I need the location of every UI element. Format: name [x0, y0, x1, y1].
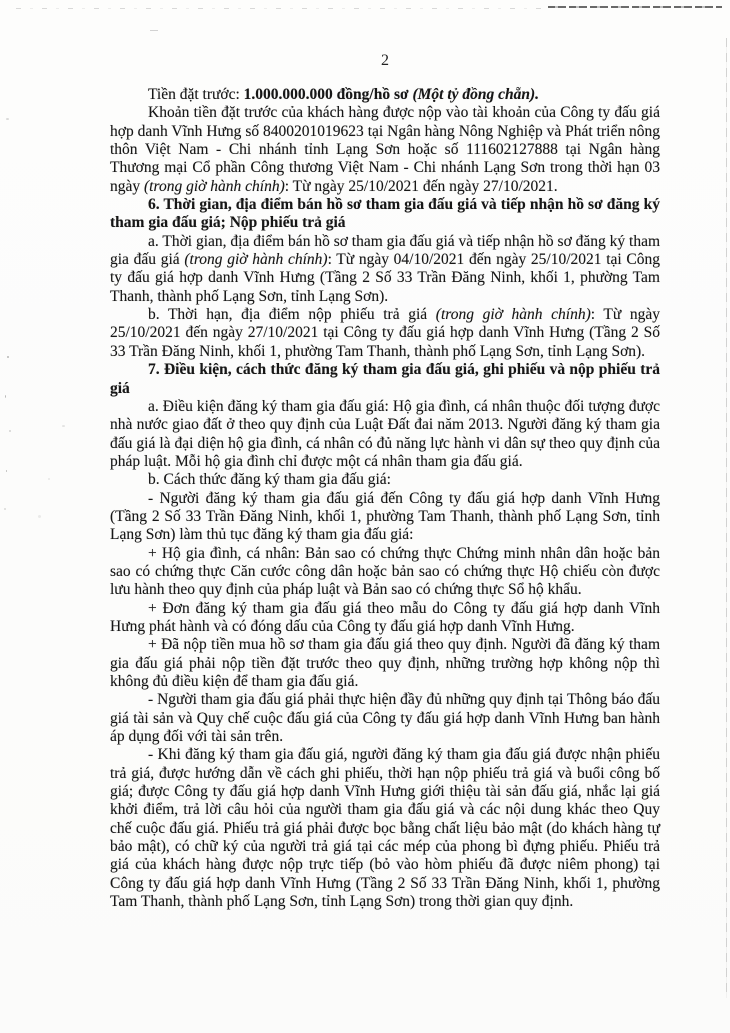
- paragraph-plus-form: [110, 600, 660, 637]
- text-run: (Một tỷ đồng chẵn).: [412, 86, 540, 103]
- scan-artifact-top-line-light: [16, 8, 546, 9]
- text-run: : Từ ngày 25/10/2021 đến ngày 27/10/2021.: [284, 177, 558, 195]
- text-run: : Từ ngày 25/10/2021 đến ngày 27/10/2021 tại Công ty đấu giá hợp danh Vĩnh Hưng (Tầng 2 Số 33 Trần Đăng Ninh, khối 1, phường Tam Thanh, thành phố Lạng Sơn, tỉnh Lạng Sơn).: [110, 306, 660, 360]
- text-run: b. Cách thức đăng ký tham gia đấu giá:: [148, 471, 391, 489]
- paragraph-dash-ballot: [110, 746, 660, 911]
- paragraph-7a: [110, 398, 660, 471]
- text-run: 7. Điều kiện, cách thức đăng ký tham gia đấu giá, ghi phiếu và nộp phiếu trả giá: [110, 361, 660, 397]
- scan-artifact-right-edge: [726, 38, 727, 998]
- scan-artifact-speck: [150, 30, 158, 31]
- document-body: [110, 86, 660, 911]
- text-run: (trong giờ hành chính): [184, 251, 328, 269]
- scan-artifact-speck: [4, 508, 6, 510]
- text-run: b. Thời hạn, địa điểm nộp phiếu trả giá: [148, 306, 436, 324]
- scan-artifact-speck: [38, 515, 41, 518]
- paragraph-6a: [110, 233, 660, 306]
- paragraph-deposit-account: [110, 104, 660, 196]
- paragraph-7b: [110, 471, 660, 489]
- scan-artifact-speck: [7, 356, 9, 358]
- page-number: 2: [381, 52, 389, 69]
- paragraph-plus-documents: [110, 545, 660, 600]
- paragraph-6b: [110, 306, 660, 361]
- heading-section-6: [110, 196, 660, 233]
- text-run: + Đã nộp tiền mua hồ sơ tham gia đấu giá theo quy định. Người đã đăng ký tham gia đấu giá phải nộp tiền đặt trước theo quy định, những trường hợp không nộp thì không đủ điều kiện để tham gia đấu giá.: [110, 636, 660, 690]
- scan-artifact-speck: [6, 470, 7, 472]
- text-run: + Đơn đăng ký tham gia đấu giá theo mẫu do Công ty đấu giá hợp danh Vĩnh Hưng phát hành và có đóng dấu của Công ty đấu giá hợp danh Vĩnh Hưng.: [110, 599, 660, 635]
- paragraph-deposit: [110, 86, 660, 104]
- text-run: 6. Thời gian, địa điểm bán hồ sơ tham gia đấu giá và tiếp nhận hồ sơ đăng ký tham gia đấu giá; Nộp phiếu trả giá: [110, 196, 660, 232]
- heading-section-7: [110, 361, 660, 398]
- text-run: (trong giờ hành chính): [435, 306, 591, 324]
- text-run: - Người đăng ký tham gia đấu giá đến Công ty đấu giá hợp danh Vĩnh Hưng (Tầng 2 Số 33 Trần Đăng Ninh, khối 1, phường Tam Thanh, thành phố Lạng Sơn, tỉnh Lạng Sơn) làm thủ tục đăng ký tham gia đấu giá:: [110, 489, 660, 544]
- text-run: : Từ ngày 04/10/2021 đến ngày 25/10/2021 tại Công ty đấu giá hợp danh Vĩnh Hưng (Tầng 2 Số 33 Trần Đăng Ninh, khối 1, phường Tam Thanh, thành phố Lạng Sơn, tỉnh Lạng Sơn).: [110, 251, 660, 305]
- text-run: Tiền đặt trước:: [148, 86, 244, 103]
- scan-artifact-speck: [9, 430, 11, 432]
- text-run: - Người tham gia đấu giá phải thực hiện đầy đủ những quy định tại Thông báo đấu giá tài sản và Quy chế cuộc đấu giá của Công ty đấu giá hợp danh Vĩnh Hưng ban hành áp dụng đối với tài sản trên.: [110, 691, 660, 746]
- scan-artifact-top-line-dark: [548, 6, 722, 8]
- text-run: a. Thời gian, địa điểm bán hồ sơ tham gia đấu giá và tiếp nhận hồ sơ đăng ký tham gia đấu giá: [110, 232, 661, 269]
- paragraph-dash-rules: [110, 691, 660, 746]
- text-run: - Khi đăng ký tham gia đấu giá, người đăng ký tham gia đấu giá được nhận phiếu trả giá, được hướng dẫn về cách ghi phiếu, thời hạn nộp phiếu trả giá và buổi công bố giá; được Công ty đấu giá hợp danh Vĩnh Hưng giới thiệu tài sản đấu giá, nhắc lại giá khởi điểm, trả lời câu hỏi của người tham gia đấu giá và các nội dung khác theo Quy chế cuộc đấu giá. Phiếu trả giá phải được bọc bằng chất liệu bảo mật (do khách hàng tự bảo mật), có chữ ký của người trả giá tại các mép của phong bì đựng phiếu. Phiếu trả giá của khách hàng được nộp trực tiếp (bỏ vào hòm phiếu đã được niêm phong) tại Công ty đấu giá hợp danh Vĩnh Hưng (Tầng 2 Số 33 Trần Đăng Ninh, khối 1, phường Tam Thanh, thành phố Lạng Sơn, tỉnh Lạng Sơn) trong thời gian quy định.: [110, 746, 660, 911]
- text-run: Khoản tiền đặt trước của khách hàng được nộp vào tài khoản của Công ty đấu giá hợp danh Vĩnh Hưng số 8400201019623 tại Ngân hàng Nông Nghiệp và Phát triển nông thôn Việt Nam - Chi nhánh tỉnh Lạng Sơn hoặc số 111602127888 tại Ngân hàng Thương mại Cổ phần Công thương Việt Nam - Chi nhánh Lạng Sơn trong thời hạn 03 ngày: [110, 104, 660, 195]
- scan-artifact-speck: [48, 478, 50, 480]
- text-run: (trong giờ hành chính): [144, 177, 285, 195]
- scan-artifact-speck: [6, 118, 9, 120]
- scan-artifact-speck: [5, 395, 6, 398]
- scan-artifact-speck: [62, 425, 65, 427]
- paragraph-plus-fee: [110, 636, 660, 691]
- text-run: + Hộ gia đình, cá nhân: Bản sao có chứng thực Chứng minh nhân dân hoặc bản sao có chứng thực Căn cước công dân hoặc bản sao có chứng thực Hộ chiếu còn được lưu hành theo quy định của pháp luật và Bản sao có chứng thực Sổ hộ khẩu.: [110, 544, 660, 599]
- text-run: 1.000.000.000 đồng/hồ sơ: [243, 86, 413, 103]
- paragraph-dash-register: [110, 490, 660, 545]
- text-run: a. Điều kiện đăng ký tham gia đấu giá: Hộ gia đình, cá nhân thuộc đối tượng được nhà nước giao đất ở theo quy định của Luật Đất đai năm 2013. Người đăng ký tham gia đấu giá là đại diện hộ gia đình, cá nhân có đủ năng lực hành vi dân sự theo quy định của pháp luật. Mỗi hộ gia đình chỉ được một cá nhân tham gia đấu giá.: [110, 397, 660, 470]
